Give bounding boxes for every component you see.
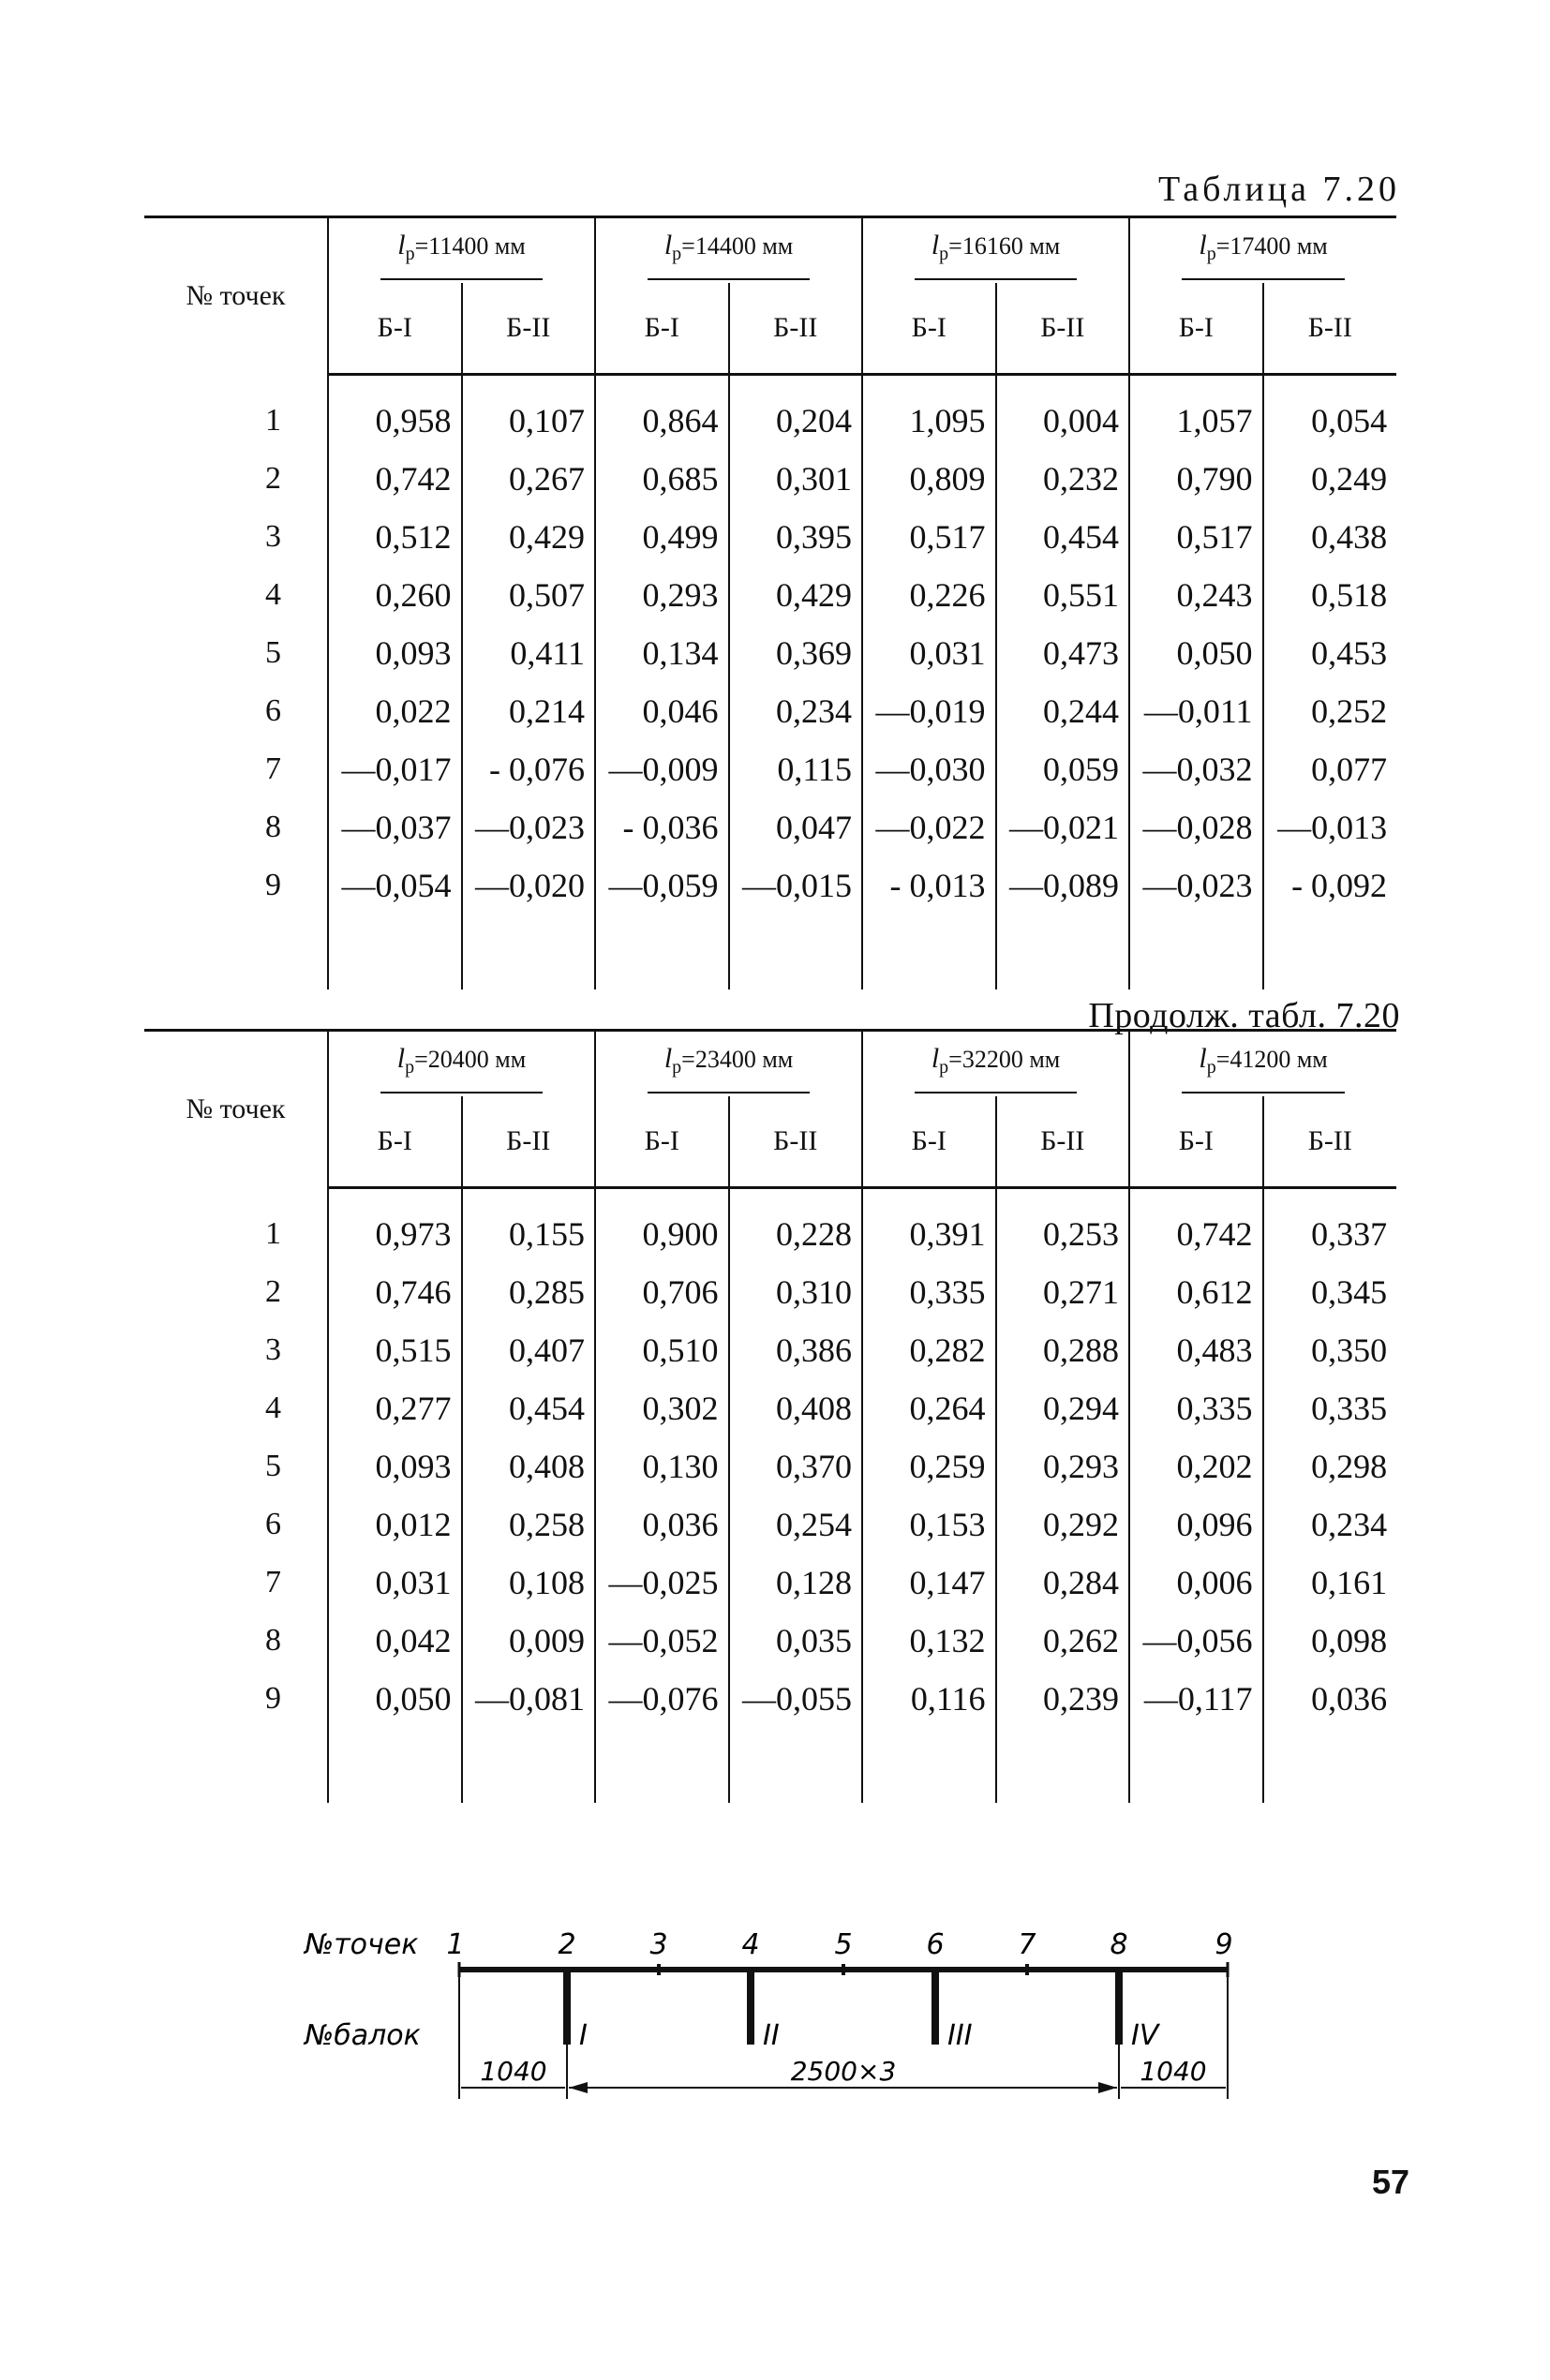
coefficient-cell: 0,108 (462, 1554, 596, 1612)
point-number-cell: 2 (265, 1273, 281, 1309)
beam-header: Б-II (996, 283, 1130, 375)
table-row (144, 1321, 1396, 1379)
coefficient-cell: —0,021 (996, 798, 1130, 856)
coefficient-cell: 0,047 (729, 798, 863, 856)
coefficient-cell: 0,107 (462, 392, 596, 450)
coefficient-cell: 0,116 (862, 1670, 996, 1728)
coefficient-cell: —0,025 (595, 1554, 729, 1612)
span-header: $l_р=23400$ мм (595, 1031, 862, 1096)
coefficient-cell: 0,293 (595, 566, 729, 624)
beam-header: Б-I (1129, 283, 1263, 375)
coefficient-cell: —0,037 (328, 798, 462, 856)
coefficient-cell: 0,093 (328, 1437, 462, 1495)
coefficient-cell: - 0,092 (1263, 856, 1397, 915)
coefficient-cell: 0,407 (462, 1321, 596, 1379)
dimension-label: 1040 (1140, 2056, 1207, 2087)
beam-header: Б-II (1263, 1096, 1397, 1188)
coefficient-cell: 0,012 (328, 1495, 462, 1554)
point-number: 5 (834, 1928, 853, 1961)
coefficient-cell: —0,020 (462, 856, 596, 915)
coefficient-cell: —0,023 (462, 798, 596, 856)
coefficient-cell: 0,411 (462, 624, 596, 682)
beam-header: Б-I (862, 1096, 996, 1188)
coefficient-cell: 0,059 (996, 740, 1130, 798)
span-header: $l_р=20400$ мм (328, 1031, 595, 1096)
dimension-arrow (569, 2082, 588, 2093)
point-number-cell: 3 (265, 518, 281, 554)
point-number-cell: 9 (265, 1680, 281, 1716)
beam-header: Б-II (1263, 283, 1397, 375)
point-number: 6 (926, 1928, 945, 1961)
table-row (144, 1205, 1396, 1263)
table-row (144, 1612, 1396, 1670)
table-row (144, 1495, 1396, 1554)
coefficient-cell: 0,262 (996, 1612, 1130, 1670)
coefficient-cell: 0,337 (1263, 1205, 1397, 1263)
coefficient-cell: —0,055 (729, 1670, 863, 1728)
coefficient-cell: 0,234 (1263, 1495, 1397, 1554)
coefficient-cell: 0,301 (729, 450, 863, 508)
points-row-label: №точек (305, 1928, 419, 1961)
coefficient-cell: 0,282 (862, 1321, 996, 1379)
point-number-header: № точек (144, 217, 328, 375)
point-number-cell: 7 (265, 751, 281, 786)
coefficient-cell: 0,031 (328, 1554, 462, 1612)
point-number-cell: 9 (265, 867, 281, 902)
coefficient-cell: 0,285 (462, 1263, 596, 1321)
coefficient-cell: 0,267 (462, 450, 596, 508)
table-row (144, 1379, 1396, 1437)
coefficient-cell: 0,264 (862, 1379, 996, 1437)
coefficient-cell: 0,031 (862, 624, 996, 682)
coefficient-cell: 0,239 (996, 1670, 1130, 1728)
span-header: $l_р=14400$ мм (595, 217, 862, 283)
coefficient-cell: 0,232 (996, 450, 1130, 508)
point-number: 3 (649, 1928, 668, 1961)
coefficient-cell: 0,288 (996, 1321, 1130, 1379)
coefficient-cell: 0,408 (462, 1437, 596, 1495)
coefficient-cell: 0,098 (1263, 1612, 1397, 1670)
coefficient-cell: 0,252 (1263, 682, 1397, 740)
coefficient-cell: —0,019 (862, 682, 996, 740)
coefficient-cell: 0,499 (595, 508, 729, 566)
coefficient-cell: 0,517 (1129, 508, 1263, 566)
coefficient-cell: 0,147 (862, 1554, 996, 1612)
span-header: $l_р=11400$ мм (328, 217, 595, 283)
coefficient-cell: —0,009 (595, 740, 729, 798)
beam-header: Б-II (462, 1096, 596, 1188)
coefficient-cell: —0,015 (729, 856, 863, 915)
coefficient-cell: 0,685 (595, 450, 729, 508)
point-number-cell: 5 (265, 1448, 281, 1483)
coefficient-cell: 0,214 (462, 682, 596, 740)
coefficient-cell: 0,054 (1263, 392, 1397, 450)
coefficient-cell: 0,228 (729, 1205, 863, 1263)
point-number-cell: 6 (265, 1506, 281, 1541)
coefficient-cell: 0,050 (1129, 624, 1263, 682)
coefficient-cell: 0,004 (996, 392, 1130, 450)
coefficient-cell: 0,706 (595, 1263, 729, 1321)
beam-header: Б-II (462, 283, 596, 375)
table-row (144, 1437, 1396, 1495)
point-number: 1 (446, 1928, 465, 1961)
coefficient-cell: —0,117 (1129, 1670, 1263, 1728)
coefficient-cell: - 0,013 (862, 856, 996, 915)
span-header: $l_р=17400$ мм (1129, 217, 1396, 283)
coefficient-cell: 0,345 (1263, 1263, 1397, 1321)
coefficient-cell: 0,454 (462, 1379, 596, 1437)
coefficient-table (144, 216, 1396, 989)
coefficient-cell: 0,454 (996, 508, 1130, 566)
coefficient-cell: - 0,076 (462, 740, 596, 798)
table-row (144, 856, 1396, 915)
table-caption: Таблица 7.20 (1157, 170, 1400, 209)
beam-header: Б-I (595, 283, 729, 375)
coefficient-cell: 0,249 (1263, 450, 1397, 508)
beam-header: Б-I (328, 283, 462, 375)
coefficient-cell: —0,013 (1263, 798, 1397, 856)
point-number-cell: 4 (265, 1390, 281, 1425)
coefficient-cell: 0,161 (1263, 1554, 1397, 1612)
page-number: 57 (1371, 2163, 1409, 2201)
coefficient-cell: - 0,036 (595, 798, 729, 856)
beam-header: Б-II (996, 1096, 1130, 1188)
table-row (144, 508, 1396, 566)
coefficient-cell: 0,512 (328, 508, 462, 566)
coefficient-cell: —0,030 (862, 740, 996, 798)
coefficient-cell: 0,077 (1263, 740, 1397, 798)
coefficient-cell: —0,023 (1129, 856, 1263, 915)
point-number-cell: 2 (265, 460, 281, 496)
coefficient-cell: 0,746 (328, 1263, 462, 1321)
coefficient-cell: 0,036 (1263, 1670, 1397, 1728)
coefficient-cell: 0,612 (1129, 1263, 1263, 1321)
beam-header: Б-I (862, 283, 996, 375)
coefficient-cell: 0,234 (729, 682, 863, 740)
coefficient-cell: 0,253 (996, 1205, 1130, 1263)
coefficient-cell: 0,958 (328, 392, 462, 450)
coefficient-cell: —0,089 (996, 856, 1130, 915)
coefficient-cell: —0,076 (595, 1670, 729, 1728)
coefficient-table-continued (144, 1029, 1396, 1803)
coefficient-cell: 0,510 (595, 1321, 729, 1379)
point-number: 2 (558, 1928, 576, 1961)
coefficient-cell: 0,429 (729, 566, 863, 624)
coefficient-cell: 0,132 (862, 1612, 996, 1670)
coefficient-cell: 0,009 (462, 1612, 596, 1670)
coefficient-cell: 0,429 (462, 508, 596, 566)
beam-number: II (763, 2019, 780, 2052)
table-continuation-caption: Продолж. табл. 7.20 (1088, 996, 1400, 1035)
coefficient-cell: 0,284 (996, 1554, 1130, 1612)
coefficient-cell: 0,204 (729, 392, 863, 450)
point-number: 9 (1215, 1928, 1233, 1961)
coefficient-cell: 0,391 (862, 1205, 996, 1263)
coefficient-cell: 0,551 (996, 566, 1130, 624)
coefficient-cell: 0,310 (729, 1263, 863, 1321)
point-number-cell: 4 (265, 576, 281, 612)
coefficient-cell: 0,515 (328, 1321, 462, 1379)
coefficient-cell: 0,517 (862, 508, 996, 566)
table-row (144, 624, 1396, 682)
table-row (144, 1670, 1396, 1728)
beam-number: I (579, 2019, 588, 2052)
coefficient-cell: 0,350 (1263, 1321, 1397, 1379)
span-header: $l_р=16160$ мм (862, 217, 1129, 283)
table-row (144, 740, 1396, 798)
point-number-cell: 5 (265, 634, 281, 670)
coefficient-cell: 0,370 (729, 1437, 863, 1495)
coefficient-cell: 0,518 (1263, 566, 1397, 624)
coefficient-cell: 0,050 (328, 1670, 462, 1728)
coefficient-cell: 0,243 (1129, 566, 1263, 624)
point-number-cell: 1 (265, 402, 281, 438)
coefficient-cell: 0,259 (862, 1437, 996, 1495)
coefficient-cell: 0,453 (1263, 624, 1397, 682)
beams-row-label: №балок (305, 2019, 421, 2052)
coefficient-cell: —0,011 (1129, 682, 1263, 740)
beam-header: Б-II (729, 283, 863, 375)
beam-layout-diagram (281, 1911, 1256, 2136)
point-number: 4 (741, 1928, 760, 1961)
coefficient-cell: —0,017 (328, 740, 462, 798)
coefficient-cell: 0,790 (1129, 450, 1263, 508)
coefficient-cell: 1,057 (1129, 392, 1263, 450)
coefficient-cell: 0,294 (996, 1379, 1130, 1437)
table-row (144, 566, 1396, 624)
point-number-cell: 8 (265, 809, 281, 844)
coefficient-cell: 0,202 (1129, 1437, 1263, 1495)
coefficient-cell: 0,302 (595, 1379, 729, 1437)
coefficient-cell: 0,293 (996, 1437, 1130, 1495)
coefficient-cell: 0,042 (328, 1612, 462, 1670)
coefficient-cell: —0,032 (1129, 740, 1263, 798)
dimension-arrow (1098, 2082, 1117, 2093)
point-number-cell: 7 (265, 1564, 281, 1599)
dimension-label: 1040 (480, 2056, 547, 2087)
coefficient-cell: 0,128 (729, 1554, 863, 1612)
coefficient-cell: 0,386 (729, 1321, 863, 1379)
coefficient-cell: 0,438 (1263, 508, 1397, 566)
coefficient-cell: 0,096 (1129, 1495, 1263, 1554)
span-header: $l_р=32200$ мм (862, 1031, 1129, 1096)
coefficient-cell: 0,335 (1129, 1379, 1263, 1437)
coefficient-cell: 0,130 (595, 1437, 729, 1495)
coefficient-cell: 0,006 (1129, 1554, 1263, 1612)
coefficient-cell: 0,244 (996, 682, 1130, 740)
point-number-cell: 1 (265, 1215, 281, 1251)
coefficient-cell: 0,973 (328, 1205, 462, 1263)
coefficient-cell: 0,271 (996, 1263, 1130, 1321)
beam-header: Б-I (595, 1096, 729, 1188)
coefficient-cell: 0,134 (595, 624, 729, 682)
coefficient-cell: 0,369 (729, 624, 863, 682)
table-row (144, 392, 1396, 450)
point-number: 7 (1018, 1928, 1036, 1961)
point-number: 8 (1110, 1928, 1128, 1961)
coefficient-cell: 0,507 (462, 566, 596, 624)
coefficient-cell: —0,022 (862, 798, 996, 856)
table-row (144, 450, 1396, 508)
coefficient-cell: 0,035 (729, 1612, 863, 1670)
coefficient-cell: —0,059 (595, 856, 729, 915)
coefficient-cell: 0,864 (595, 392, 729, 450)
table-row (144, 682, 1396, 740)
coefficient-cell: 0,742 (1129, 1205, 1263, 1263)
coefficient-cell: —0,081 (462, 1670, 596, 1728)
coefficient-cell: 0,483 (1129, 1321, 1263, 1379)
span-header: $l_р=41200$ мм (1129, 1031, 1396, 1096)
coefficient-cell: 0,153 (862, 1495, 996, 1554)
coefficient-cell: 0,254 (729, 1495, 863, 1554)
coefficient-cell: —0,056 (1129, 1612, 1263, 1670)
coefficient-cell: 0,277 (328, 1379, 462, 1437)
coefficient-cell: 0,093 (328, 624, 462, 682)
coefficient-cell: 0,226 (862, 566, 996, 624)
coefficient-cell: 0,742 (328, 450, 462, 508)
beam-header: Б-I (328, 1096, 462, 1188)
coefficient-cell: 0,292 (996, 1495, 1130, 1554)
coefficient-cell: 0,155 (462, 1205, 596, 1263)
coefficient-cell: 0,473 (996, 624, 1130, 682)
table-row (144, 1263, 1396, 1321)
table-row (144, 1554, 1396, 1612)
coefficient-cell: —0,028 (1129, 798, 1263, 856)
beam-number: III (947, 2019, 973, 2052)
coefficient-cell: —0,052 (595, 1612, 729, 1670)
coefficient-cell: 0,335 (862, 1263, 996, 1321)
coefficient-cell: 0,260 (328, 566, 462, 624)
coefficient-cell: 0,046 (595, 682, 729, 740)
beam-header: Б-I (1129, 1096, 1263, 1188)
coefficient-cell: 0,115 (729, 740, 863, 798)
coefficient-cell: —0,054 (328, 856, 462, 915)
dimension-label: 2500×3 (790, 2056, 897, 2087)
coefficient-cell: 0,900 (595, 1205, 729, 1263)
point-number-cell: 3 (265, 1331, 281, 1367)
point-number-cell: 6 (265, 692, 281, 728)
coefficient-cell: 1,095 (862, 392, 996, 450)
coefficient-cell: 0,809 (862, 450, 996, 508)
beam-number: IV (1131, 2019, 1159, 2052)
coefficient-cell: 0,335 (1263, 1379, 1397, 1437)
point-number-cell: 8 (265, 1622, 281, 1658)
coefficient-cell: 0,395 (729, 508, 863, 566)
coefficient-cell: 0,036 (595, 1495, 729, 1554)
coefficient-cell: 0,408 (729, 1379, 863, 1437)
coefficient-cell: 0,022 (328, 682, 462, 740)
coefficient-cell: 0,258 (462, 1495, 596, 1554)
coefficient-cell: 0,298 (1263, 1437, 1397, 1495)
point-number-header: № точек (144, 1031, 328, 1188)
table-row (144, 798, 1396, 856)
beam-header: Б-II (729, 1096, 863, 1188)
